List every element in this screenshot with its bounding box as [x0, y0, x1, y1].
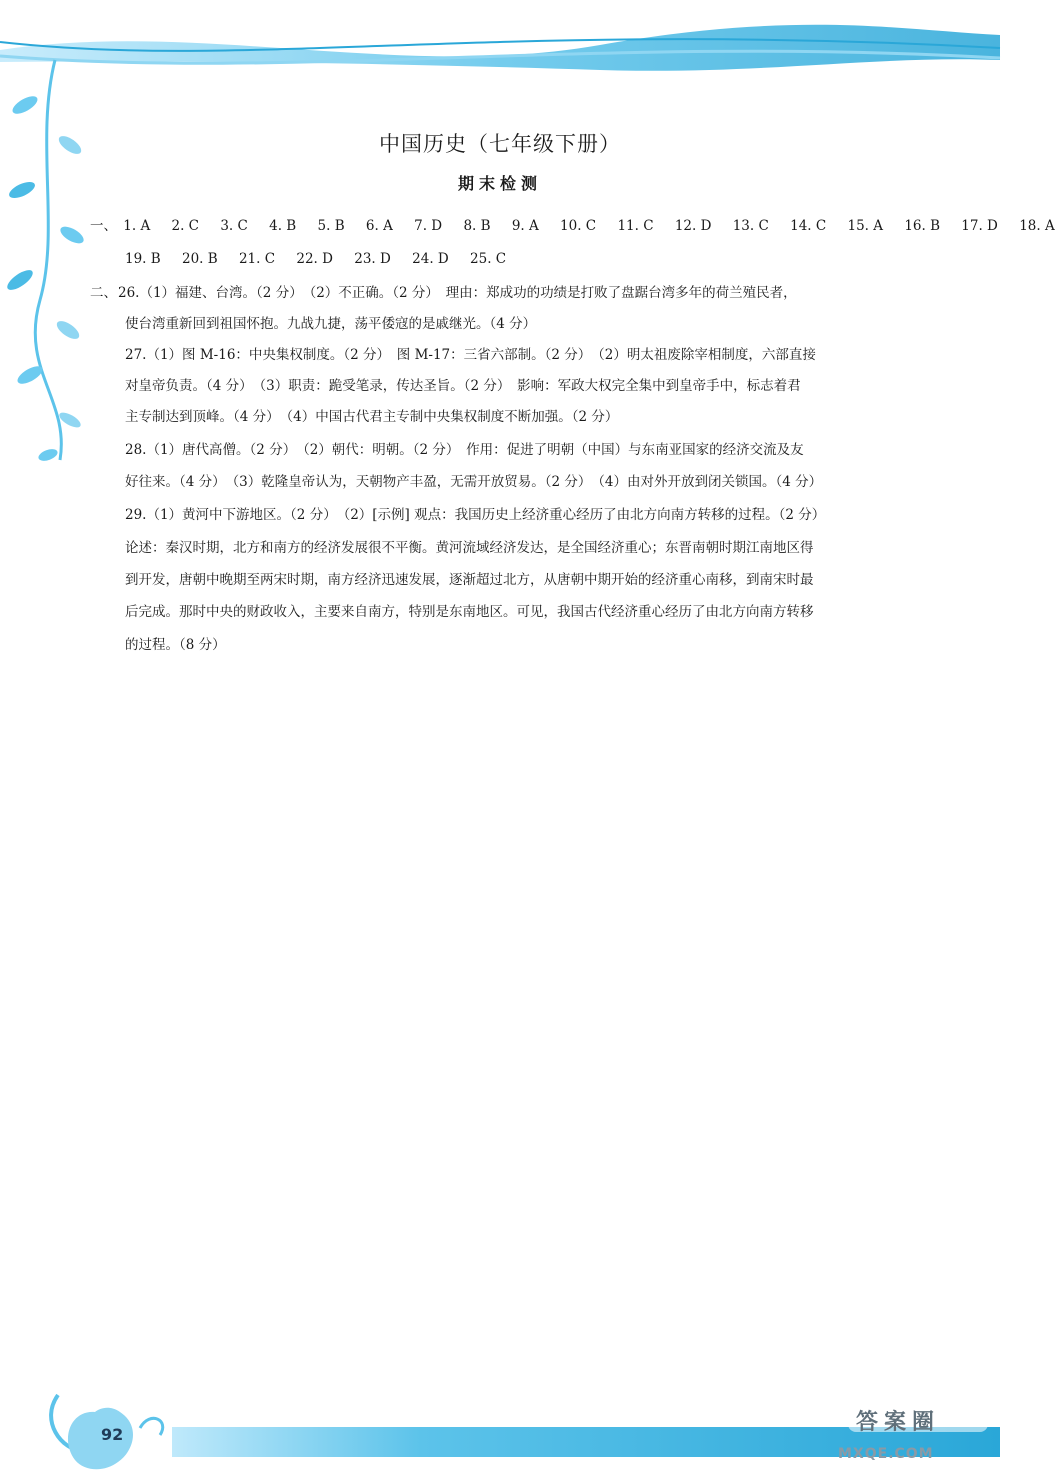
answer-item: 12. D — [674, 218, 712, 234]
page-title: 中国历史（七年级下册） — [379, 132, 621, 156]
mcq-row-2 — [125, 250, 523, 268]
answer-item: 20. B — [181, 251, 218, 267]
answer-line: 使台湾重新回到祖国怀抱。九战九捷，荡平倭寇的是戚继光。（4 分） — [125, 316, 537, 332]
section-1-marker: 一、 — [90, 218, 117, 234]
answer-line: 到开发，唐朝中晚期至两宋时期，南方经济迅速发展，逐渐超过北方，从唐朝中期开始的经济重心南移，到南宋时最 — [125, 572, 814, 588]
answer-line: 28.（1）唐代高僧。（2 分） （2）朝代：明朝。（2 分） 作用：促进了明朝（中国）与东南亚国家的经济交流及友 — [125, 442, 804, 458]
answer-item: 11. C — [617, 218, 654, 234]
answer-line: 论述：秦汉时期，北方和南方的经济发展很不平衡。黄河流域经济发达，是全国经济重心；东晋南朝时期江南地区得 — [125, 540, 814, 556]
answer-item: 21. C — [238, 251, 276, 267]
answer-item: 19. B — [125, 251, 161, 267]
section-subtitle: 期末检测 — [457, 174, 542, 193]
answer-item: 3. C — [220, 218, 248, 234]
answer-item: 9. A — [511, 218, 539, 234]
answer-item: 6. A — [365, 218, 393, 234]
answer-item: 13. C — [732, 218, 769, 234]
page-number: 92 — [101, 1425, 124, 1444]
answer-item: 23. D — [354, 251, 391, 267]
watermark-text: MXQE.COM — [838, 1446, 934, 1462]
vine-icon — [4, 60, 86, 463]
answer-line: 后完成。那时中央的财政收入，主要来自南方，特别是东南地区。可见，我国古代经济重心经历了由北方向南方转移 — [125, 604, 814, 620]
answer-item: 7. D — [414, 218, 443, 234]
answer-item: 22. D — [296, 251, 333, 267]
answer-line: 26.（1）福建、台湾。（2 分） （2）不正确。（2 分） 理由：郑成功的功绩是打败了盘踞台湾多年的荷兰殖民者， — [118, 285, 797, 301]
answer-item: 2. C — [171, 218, 200, 234]
answer-line: 对皇帝负责。（4 分） （3）职责：跪受笔录，传达圣旨。（2 分） 影响：军政大权完全集中到皇帝手中，标志着君 — [125, 378, 801, 394]
mcq-row-1 — [90, 217, 1055, 235]
answer-item: 4. B — [269, 218, 297, 234]
answer-item: 17. D — [961, 218, 998, 234]
answer-item: 24. D — [412, 251, 449, 267]
answer-item: 18. A — [1019, 218, 1055, 234]
answer-line: 27.（1）图 M-16：中央集权制度。（2 分） 图 M-17：三省六部制。（2 分） （2）明太祖废除宰相制度，六部直接 — [125, 347, 816, 363]
answer-line: 的过程。（8 分） — [125, 637, 226, 653]
answer-line: 29.（1）黄河中下游地区。（2 分） （2）[示例] 观点：我国历史上经济重心经历了由北方向南方转移的过程。（2 分） — [125, 507, 826, 523]
answer-item: 15. A — [847, 218, 884, 234]
answer-item: 1. A — [123, 218, 151, 234]
section-2-marker: 二、 — [90, 285, 117, 301]
footer-decoration — [0, 1380, 1000, 1483]
answer-item: 5. B — [317, 218, 345, 234]
answer-item: 16. B — [904, 218, 940, 234]
answer-line: 好往来。（4 分） （3）乾隆皇帝认为，天朝物产丰盈，无需开放贸易。（2 分） （4）由对外开放到闭关锁国。（4 分） — [125, 474, 823, 490]
answer-item: 14. C — [790, 218, 827, 234]
answer-item: 10. C — [560, 218, 597, 234]
answer-line: 主专制达到顶峰。（4 分） （4）中国古代君主专制中央集权制度不断加强。（2 分） — [125, 409, 619, 425]
answer-item: 8. B — [463, 218, 491, 234]
watermark-logo-text: 答案圈 — [856, 1410, 941, 1435]
answer-item: 25. C — [470, 251, 507, 267]
